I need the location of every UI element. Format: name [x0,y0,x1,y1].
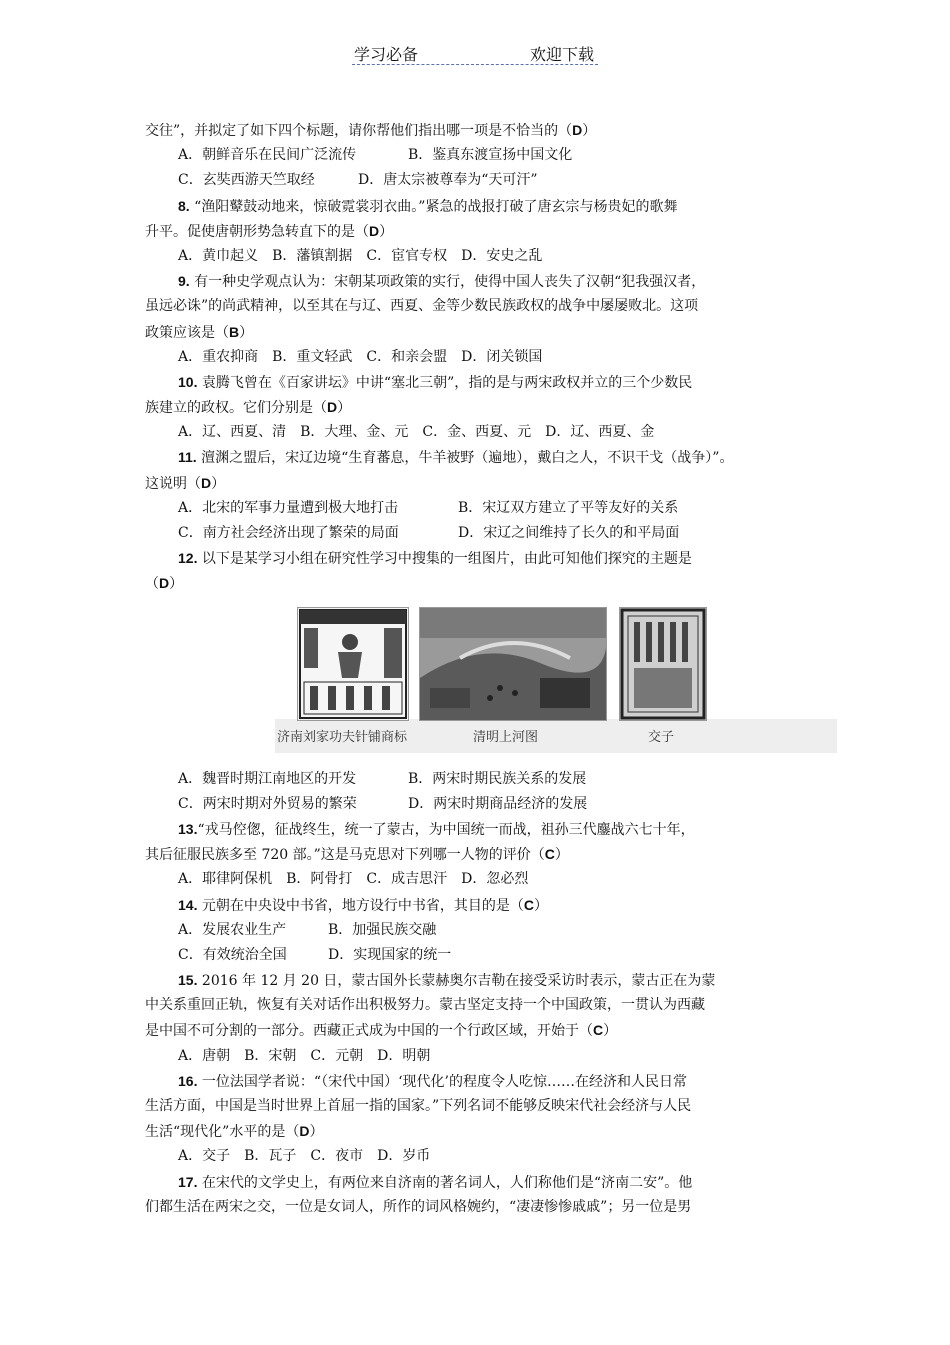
header-right: 欢迎下载 [529,45,594,64]
shop-trademark-image [297,607,409,721]
option-line: A．辽、西夏、清 B．大理、金、元 C．金、西夏、元 D．辽、西夏、金 [178,424,655,441]
text-line: 族建立的政权。它们分别是（D） [145,399,352,417]
answer: C [523,896,535,913]
text-line: 中关系重回正轨，恢复有关对话作出积极努力。蒙古坚定支持一个中国政策，一贯认为西藏 [145,997,705,1014]
question-10: 10. 袁腾飞曾在《百家讲坛》中讲“塞北三朝”，指的是与两宋政权并立的三个少数民 [178,373,693,391]
option-line: C．玄奘西游天竺取经 D．唐太宗被尊奉为“天可汗” [178,172,538,189]
option-line: A．朝鲜音乐在民间广泛流传 B．鉴真东渡宣扬中国文化 [178,147,573,164]
header-left: 学习必备 [354,45,419,64]
option-line: C．南方社会经济出现了繁荣的局面 D．宋辽之间维持了长久的和平局面 [178,525,680,541]
option-line: A．交子 B．瓦子 C．夜市 D．岁币 [178,1148,431,1165]
option-line: A．北宋的军事力量遭到极大地打击 B．宋辽双方建立了平等友好的关系 [178,499,679,516]
option-line: A．唐朝 B．宋朝 C．元朝 D．明朝 [178,1047,431,1064]
answer: D [327,399,338,416]
text-line: 交往”，并拟定了如下四个标题，请你帮他们指出哪一项是不恰当的（D） [145,122,597,139]
caption-qingming: 清明上河图 [473,729,539,745]
question-15: 15. 2016 年 12 月 20 日，蒙古国外长蒙赫奥尔吉勒在接受采访时表示，蒙古正在为蒙 [178,972,716,990]
question-17: 17. 在宋代的文学史上，有两位来自济南的著名词人，人们称他们是“济南二安”。他 [178,1173,693,1191]
text-line: 升平。促使唐朝形势急转直下的是（D） [145,222,394,240]
question-11: 11. 澶渊之盟后，宋辽边境“生育蕃息，牛羊被野（遍地），戴白之人，不识干戈（战争）”。 [178,449,734,467]
option-line: C．有效统治全国 D．实现国家的统一 [178,946,452,963]
text-line: 这说明（D） [145,474,226,492]
option-line: A．发展农业生产 B．加强民族交融 [178,921,437,938]
caption-jiaozi: 交子 [648,729,675,745]
jiaozi-note-image [619,607,707,721]
option-line: C．两宋时期对外贸易的繁荣 D．两宋时期商品经济的发展 [178,795,588,812]
question-12: 12. 以下是某学习小组在研究性学习中搜集的一组图片，由此可知他们探究的主题是 [178,550,692,568]
text-line: 生活“现代化”水平的是（D） [145,1123,324,1141]
image-row [145,607,810,759]
text-line: 虽远必诛”的尚武精神，以至其在与辽、西夏、金等少数民族政权的战争中屡屡败北。这项 [145,298,699,315]
question-8: 8. “渔阳鼙鼓动地来，惊破霓裳羽衣曲。”紧急的战报打破了唐玄宗与杨贵妃的歌舞 [178,197,678,215]
option-line: A．魏晋时期江南地区的开发 B．两宋时期民族关系的发展 [178,770,587,787]
question-14: 14. 元朝在中央设中书省，地方设行中书省，其目的是（C） [178,896,549,914]
answer: D [201,474,212,491]
answer: D [572,122,583,138]
text-line: 政策应该是（B） [145,323,254,341]
page-header [352,40,598,65]
answer: D [299,1123,310,1140]
question-9: 9. 有一种史学观点认为：宋朝某项政策的实行，使得中国人丧失了汉朝“犯我强汉者， [178,273,706,291]
answer: C [544,846,555,863]
answer: C [593,1022,604,1039]
text-line: 们都生活在两宋之交，一位是女词人，所作的词风格婉约，“凄凄惨惨戚戚”；另一位是男 [145,1198,692,1215]
option-line: A．重农抑商 B．重文轻武 C．和亲会盟 D．闭关锁国 [178,348,543,365]
text-line: 生活方面，中国是当时世界上首屈一指的国家。”下列名词不能够反映宋代社会经济与人民 [145,1098,692,1114]
caption-trademark: 济南刘家功夫针铺商标 [277,729,408,745]
answer: B [229,323,240,340]
option-line: A．黄巾起义 B．藩镇割据 C．宦官专权 D．安史之乱 [178,247,543,264]
answer: D [369,222,380,239]
document-body [145,118,810,1220]
text-line: （D） [145,575,184,593]
qingming-scroll-image [419,607,607,721]
question-16: 16. 一位法国学者说：“（宋代中国）‘现代化’的程度令人吃惊……在经济和人民日常 [178,1072,687,1090]
question-13: 13.“戎马倥偬，征战终生，统一了蒙古，为中国统一而战，祖孙三代鏖战六七十年， [178,820,695,838]
answer: D [159,575,170,592]
text-line: 是中国不可分割的一部分。西藏正式成为中国的一个行政区域，开始于（C） [145,1022,618,1040]
option-line: A．耶律阿保机 B．阿骨打 C．成吉思汗 D．忽必烈 [178,871,529,888]
text-line: 其后征服民族多至 720 部。”这是马克思对下列哪一人物的评价（C） [145,846,569,864]
